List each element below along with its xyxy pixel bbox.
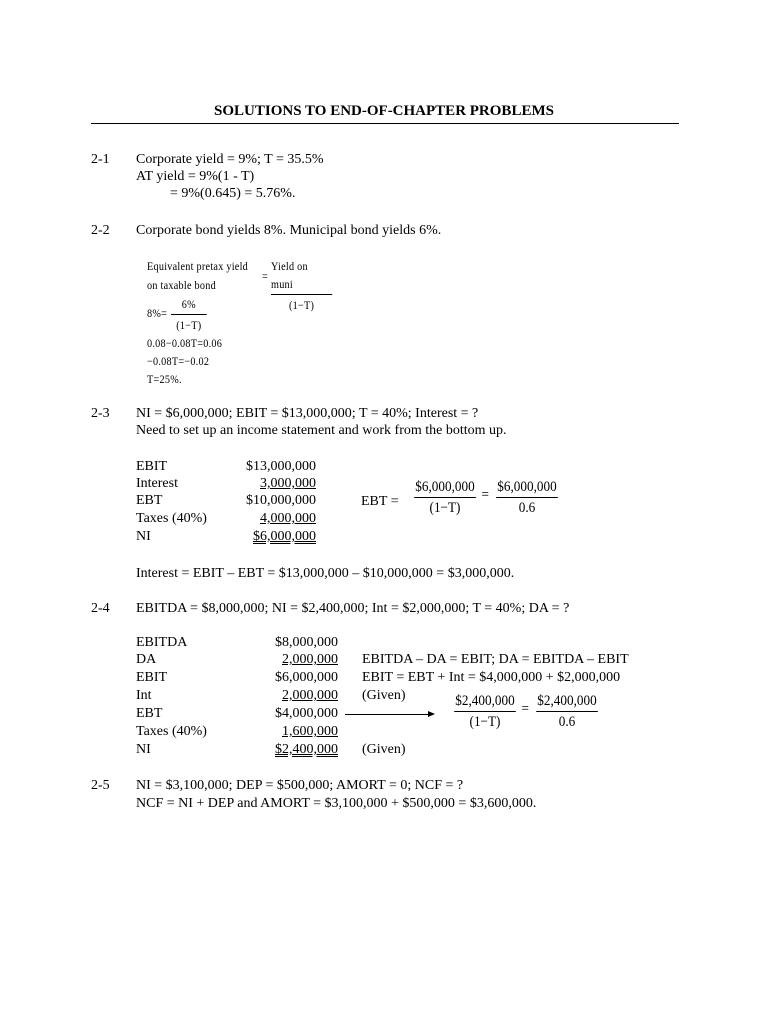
income-row-label: EBT bbox=[136, 493, 163, 508]
problem-2-1-line-2: AT yield = 9%(1 - T) bbox=[136, 169, 255, 184]
fraction-numerator: $2,400,000 bbox=[537, 693, 597, 709]
fraction-numerator: $2,400,000 bbox=[455, 693, 515, 709]
problem-2-5-line-1: NI = $3,100,000; DEP = $500,000; AMORT = 0; NCF = ? bbox=[136, 778, 464, 793]
ebt-equals: = bbox=[481, 487, 489, 503]
fraction-denominator: (1−T) bbox=[176, 318, 202, 332]
note-da: EBITDA – DA = EBIT; DA = EBITDA – EBIT bbox=[362, 652, 629, 667]
fraction-numerator: $6,000,000 bbox=[497, 479, 557, 495]
note-ni-given: (Given) bbox=[362, 742, 406, 757]
step-1-fraction bbox=[171, 295, 207, 334]
income-row-value: $6,000,000 bbox=[253, 529, 316, 544]
problem-2-3-conclusion: Interest = EBIT – EBT = $13,000,000 – $10,000,000 = $3,000,000. bbox=[136, 566, 515, 581]
problem-number-2-4: 2-4 bbox=[91, 601, 110, 616]
income-row-label: EBITDA bbox=[136, 635, 188, 650]
step-1-left: 8%= bbox=[147, 306, 168, 320]
income-row-label: EBIT bbox=[136, 459, 168, 474]
problem-2-4-line-1: EBITDA = $8,000,000; NI = $2,400,000; Int = $2,000,000; T = 40%; DA = ? bbox=[136, 601, 570, 616]
fraction-bar bbox=[414, 497, 476, 498]
title-rule bbox=[91, 123, 679, 124]
income-row-value: $2,400,000 bbox=[275, 742, 338, 757]
problem-number-2-1: 2-1 bbox=[91, 152, 110, 167]
fraction-denominator: 0.6 bbox=[518, 500, 536, 516]
problem-2-5-line-2: NCF = NI + DEP and AMORT = $3,100,000 + $500,000 = $3,600,000. bbox=[136, 796, 537, 811]
fraction-bar bbox=[496, 497, 558, 498]
fraction-bar bbox=[171, 314, 207, 315]
fraction-bar bbox=[454, 711, 516, 712]
income-row-value: $10,000,000 bbox=[246, 493, 316, 508]
income-row-label: NI bbox=[136, 529, 151, 544]
ebt-label: EBT = bbox=[361, 494, 399, 509]
problem-2-1-line-3: = 9%(0.645) = 5.76%. bbox=[170, 186, 296, 201]
ebt-equals: = bbox=[521, 701, 529, 717]
ebt-fraction-2 bbox=[536, 692, 598, 731]
step-2: 0.08−0.08T=0.06 bbox=[147, 336, 223, 350]
equivalent-yield-label-1: Equivalent pretax yield bbox=[147, 259, 249, 273]
note-ebit: EBIT = EBT + Int = $4,000,000 + $2,000,000 bbox=[362, 670, 621, 685]
income-row-label: Interest bbox=[136, 476, 178, 491]
problem-2-1-line-1: Corporate yield = 9%; T = 35.5% bbox=[136, 152, 324, 167]
fraction-numerator: $6,000,000 bbox=[415, 479, 475, 495]
income-row-label: Taxes (40%) bbox=[136, 511, 207, 526]
equivalent-yield-label-2: on taxable bond bbox=[147, 278, 216, 292]
income-row-value: $13,000,000 bbox=[246, 459, 316, 474]
income-row-value: 1,600,000 bbox=[282, 724, 338, 739]
income-row-label: Int bbox=[136, 688, 152, 703]
income-row-label: DA bbox=[136, 652, 157, 667]
income-row-label: NI bbox=[136, 742, 151, 757]
fraction-denominator: 0.6 bbox=[558, 714, 576, 730]
income-row-value: 2,000,000 bbox=[282, 652, 338, 667]
fraction-bar bbox=[271, 294, 332, 295]
problem-number-2-2: 2-2 bbox=[91, 223, 110, 238]
income-row-value: 4,000,000 bbox=[260, 511, 316, 526]
ebt-fraction-1 bbox=[454, 692, 516, 731]
fraction-denominator: (1−T) bbox=[289, 298, 315, 312]
note-int-given: (Given) bbox=[362, 688, 406, 703]
yield-on-muni-fraction bbox=[271, 257, 332, 314]
fraction-numerator: Yield on muni bbox=[271, 259, 308, 291]
problem-number-2-3: 2-3 bbox=[91, 406, 110, 421]
income-row-label: Taxes (40%) bbox=[136, 724, 207, 739]
income-row-label: EBIT bbox=[136, 670, 168, 685]
income-row-value: $4,000,000 bbox=[275, 706, 338, 721]
fraction-numerator: 6% bbox=[181, 297, 196, 311]
ebt-fraction-1 bbox=[414, 478, 476, 517]
fraction-bar bbox=[536, 711, 598, 712]
step-3: −0.08T=−0.02 bbox=[147, 354, 210, 368]
income-row-value: $6,000,000 bbox=[275, 670, 338, 685]
problem-2-3-line-2: Need to set up an income statement and work from the bottom up. bbox=[136, 423, 507, 438]
income-row-value: $8,000,000 bbox=[275, 635, 338, 650]
income-row-value: 2,000,000 bbox=[282, 688, 338, 703]
equivalent-yield-equals: = bbox=[262, 269, 269, 283]
problem-2-2-line-1: Corporate bond yields 8%. Municipal bond yields 6%. bbox=[136, 223, 442, 238]
step-4: T=25%. bbox=[147, 372, 182, 386]
right-arrow-icon bbox=[345, 714, 433, 715]
fraction-denominator: (1−T) bbox=[429, 500, 461, 516]
problem-number-2-5: 2-5 bbox=[91, 778, 110, 793]
page-title: SOLUTIONS TO END-OF-CHAPTER PROBLEMS bbox=[214, 103, 554, 119]
income-row-label: EBT bbox=[136, 706, 163, 721]
problem-2-3-line-1: NI = $6,000,000; EBIT = $13,000,000; T = 40%; Interest = ? bbox=[136, 406, 479, 421]
ebt-fraction-2 bbox=[496, 478, 558, 517]
income-row-value: 3,000,000 bbox=[260, 476, 316, 491]
fraction-denominator: (1−T) bbox=[469, 714, 501, 730]
